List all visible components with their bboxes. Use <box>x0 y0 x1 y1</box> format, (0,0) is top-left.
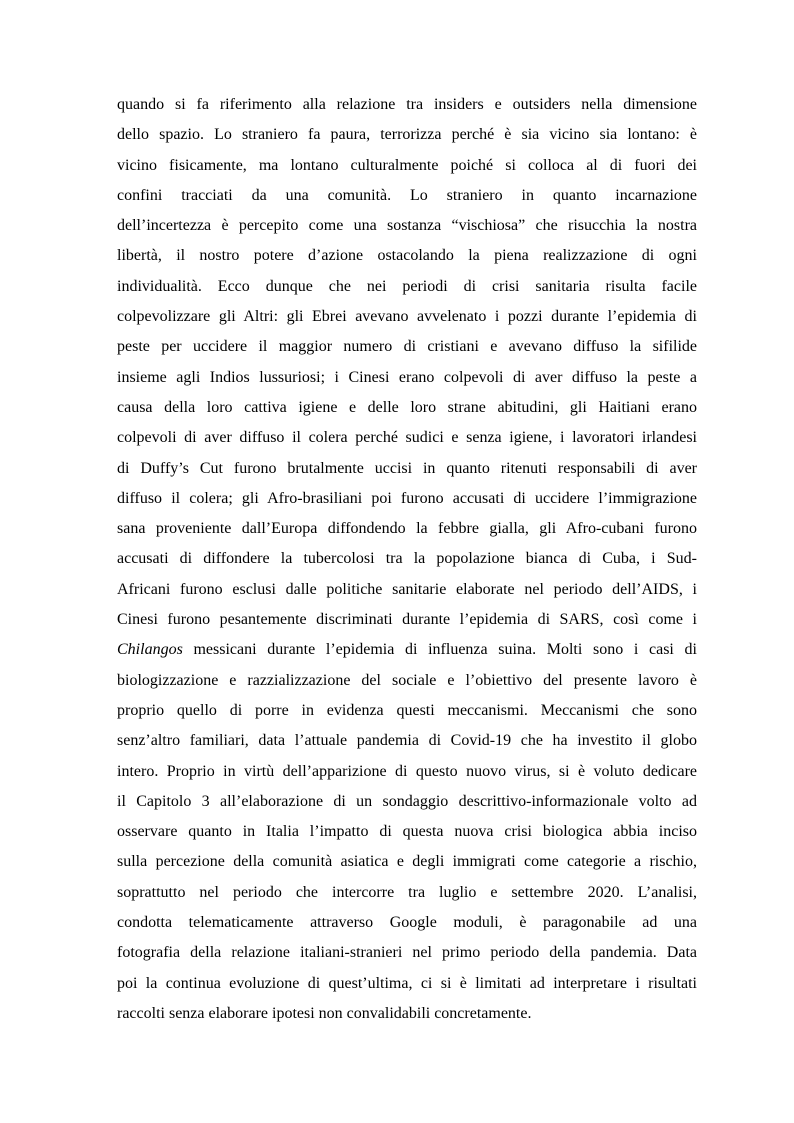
paragraph-line: libertà, il nostro potere d’azione ostacolando la piena realizzazione di ogni <box>117 247 697 265</box>
paragraph-line: Africani furono esclusi dalle politiche sanitarie elaborate nel periodo dell’AIDS, i <box>117 580 697 598</box>
paragraph-line: proprio quello di porre in evidenza questi meccanismi. Meccanismi che sono <box>117 701 697 719</box>
paragraph-line: sulla percezione della comunità asiatica e degli immigrati come categorie a rischio, <box>117 853 697 871</box>
italic-term: Chilangos <box>117 641 183 659</box>
paragraph-line: Cinesi furono pesantemente discriminati durante l’epidemia di SARS, così come i <box>117 611 697 629</box>
paragraph-line: osservare quanto in Italia l’impatto di questa nuova crisi biologica abbia inciso <box>117 823 697 841</box>
paragraph-line-rest: messicani durante l’epidemia di influenza suina. Molti sono i casi di <box>182 641 697 659</box>
paragraph-line <box>117 639 697 669</box>
paragraph-line: il Capitolo 3 all’elaborazione di un sondaggio descrittivo-informazionale volto ad <box>117 792 697 810</box>
paragraph-line: dell’incertezza è percepito come una sostanza “vischiosa” che risucchia la nostra <box>117 217 697 235</box>
paragraph-line: dello spazio. Lo straniero fa paura, terrorizza perché è sia vicino sia lontano: è <box>117 126 697 144</box>
paragraph-line: intero. Proprio in virtù dell’apparizione di questo nuovo virus, si è voluto dedicare <box>117 762 697 780</box>
body-paragraph <box>117 94 697 1033</box>
paragraph-line: fotografia della relazione italiani-stranieri nel primo periodo della pandemia. Data <box>117 944 697 962</box>
paragraph-line: quando si fa riferimento alla relazione tra insiders e outsiders nella dimensione <box>117 96 697 113</box>
paragraph-line: individualità. Ecco dunque che nei periodi di crisi sanitaria risulta facile <box>117 277 697 295</box>
paragraph-line: diffuso il colera; gli Afro-brasiliani poi furono accusati di uccidere l’immigrazione <box>117 489 697 507</box>
paragraph-line: peste per uccidere il maggior numero di cristiani e avevano diffuso la sifilide <box>117 338 697 356</box>
paragraph-line: colpevoli di aver diffuso il colera perché sudici e senza igiene, i lavoratori irlandesi <box>117 429 697 447</box>
paragraph-line: condotta telematicamente attraverso Google moduli, è paragonabile ad una <box>117 914 697 932</box>
paragraph-line: causa della loro cattiva igiene e delle loro strane abitudini, gli Haitiani erano <box>117 398 697 416</box>
paragraph-line: poi la continua evoluzione di quest’ultima, ci si è limitati ad interpretare i risultati <box>117 974 697 992</box>
paragraph-line: colpevolizzare gli Altri: gli Ebrei avevano avvelenato i pozzi durante l’epidemia di <box>117 308 697 326</box>
paragraph-line: confini tracciati da una comunità. Lo straniero in quanto incarnazione <box>117 186 697 204</box>
paragraph-line-last: raccolti senza elaborare ipotesi non convalidabili concretamente. <box>117 1004 532 1022</box>
paragraph-line: senz’altro familiari, data l’attuale pandemia di Covid-19 che ha investito il globo <box>117 732 697 750</box>
paragraph-line: accusati di diffondere la tubercolosi tra la popolazione bianca di Cuba, i Sud- <box>117 550 697 568</box>
paragraph-line: biologizzazione e razzializzazione del sociale e l’obiettivo del presente lavoro è <box>117 671 697 689</box>
paragraph-line: vicino fisicamente, ma lontano culturalmente poiché si colloca al di fuori dei <box>117 156 697 174</box>
paragraph-line: insieme agli Indios lussuriosi; i Cinesi erano colpevoli di aver diffuso la peste a <box>117 368 697 386</box>
paragraph-line: di Duffy’s Cut furono brutalmente uccisi in quanto ritenuti responsabili di aver <box>117 459 697 477</box>
paragraph-line: soprattutto nel periodo che intercorre tra luglio e settembre 2020. L’analisi, <box>117 883 697 901</box>
paragraph-line: sana proveniente dall’Europa diffondendo la febbre gialla, gli Afro-cubani furono <box>117 520 697 538</box>
